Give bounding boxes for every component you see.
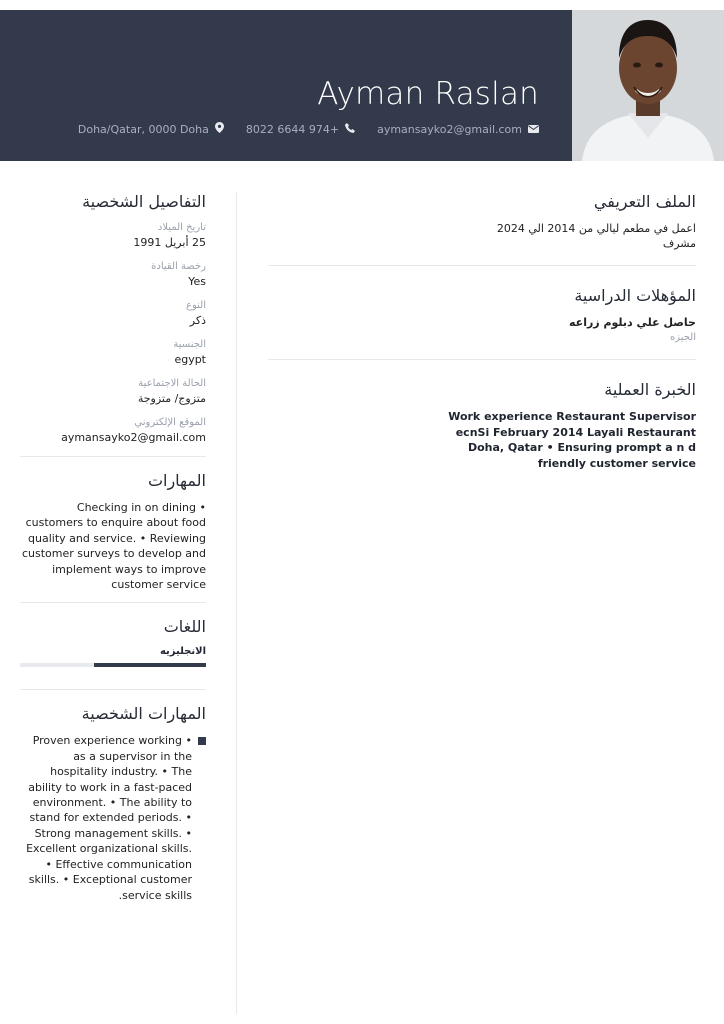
section-divider <box>268 265 696 266</box>
field-label: الجنسية <box>173 339 206 350</box>
column-divider <box>236 192 237 1014</box>
field-label: رخصة القيادة <box>151 261 206 272</box>
left-column <box>20 192 206 903</box>
field-label: الحالة الاجتماعية <box>138 378 206 389</box>
field-gender <box>20 299 206 329</box>
field-value: egypt <box>174 353 206 366</box>
field-label: النوع <box>186 300 206 311</box>
language-level-fill <box>94 663 206 667</box>
field-value: Yes <box>188 275 206 288</box>
candidate-name: Ayman Raslan <box>317 76 539 112</box>
skills-text: • Checking in on dining customers to enquire about food quality and service. • Reviewing customer surveys to develop and implement ways to improve customer service <box>21 501 206 592</box>
resume-header <box>0 10 724 161</box>
section-divider <box>20 689 206 690</box>
field-website <box>20 416 206 446</box>
profile-line-1: اعمل في مطعم ليالي من 2014 الي 2024 <box>496 222 696 235</box>
profile-line-2: مشرف <box>662 237 696 250</box>
field-label: الموقع الإلكتروني <box>134 417 206 428</box>
languages-title: اللغات <box>163 617 206 637</box>
skills-title: المهارات <box>147 471 206 490</box>
field-birthdate <box>20 221 206 251</box>
field-marital-status <box>20 377 206 407</box>
language-level-bar <box>20 663 206 667</box>
personal-details-title: التفاصيل الشخصية <box>82 192 206 211</box>
location-pin-icon <box>215 122 224 136</box>
profile-title: الملف التعريفي <box>593 192 696 211</box>
education-title: المؤهلات الدراسية <box>574 286 696 305</box>
bullet-square-icon <box>198 737 206 745</box>
field-label: تاريخ الميلاد <box>157 222 206 233</box>
envelope-icon <box>528 123 539 136</box>
experience-text: Work experience Restaurant Supervisor ecnSi February 2014 Layali Restaurant Doha, Qatar • Ensuring prompt a n d friendly customer service <box>448 410 696 470</box>
personal-skills-text: • Proven experience working as a supervisor in the hospitality industry. • The ability to work in a fast-paced environment. • The ability to stand for extended periods. • Strong management skills. • Excellent organizational skills. • Effective communication skills. • Exceptional customer service skills. <box>26 734 192 902</box>
language-name: الانجليزيه <box>159 646 206 658</box>
field-value: متزوج/ متزوجة <box>137 392 206 405</box>
personal-skills-title: المهارات الشخصية <box>81 704 206 724</box>
right-column <box>268 192 696 471</box>
location-text: Doha/Qatar, 0000 Doha <box>77 122 209 136</box>
field-nationality <box>20 338 206 368</box>
field-value: ذكر <box>189 314 206 327</box>
education-degree: حاصل علي دبلوم زراعه <box>569 316 696 329</box>
section-divider <box>268 359 696 360</box>
email-text: aymansayko2@gmail.com <box>377 122 522 136</box>
field-value: aymansayko2@gmail.com <box>61 431 206 444</box>
field-driving-license <box>20 260 206 290</box>
personal-skills-item <box>20 733 206 902</box>
section-divider <box>20 456 206 457</box>
profile-photo <box>572 10 724 161</box>
phone-text: 8022 6644 974+ <box>245 122 340 136</box>
experience-title: الخبرة العملية <box>604 380 696 399</box>
contact-line <box>78 122 539 136</box>
education-place: الجيزه <box>669 332 696 343</box>
phone-icon <box>345 123 355 136</box>
section-divider <box>20 602 206 603</box>
field-value: 25 أبريل 1991 <box>133 236 206 249</box>
